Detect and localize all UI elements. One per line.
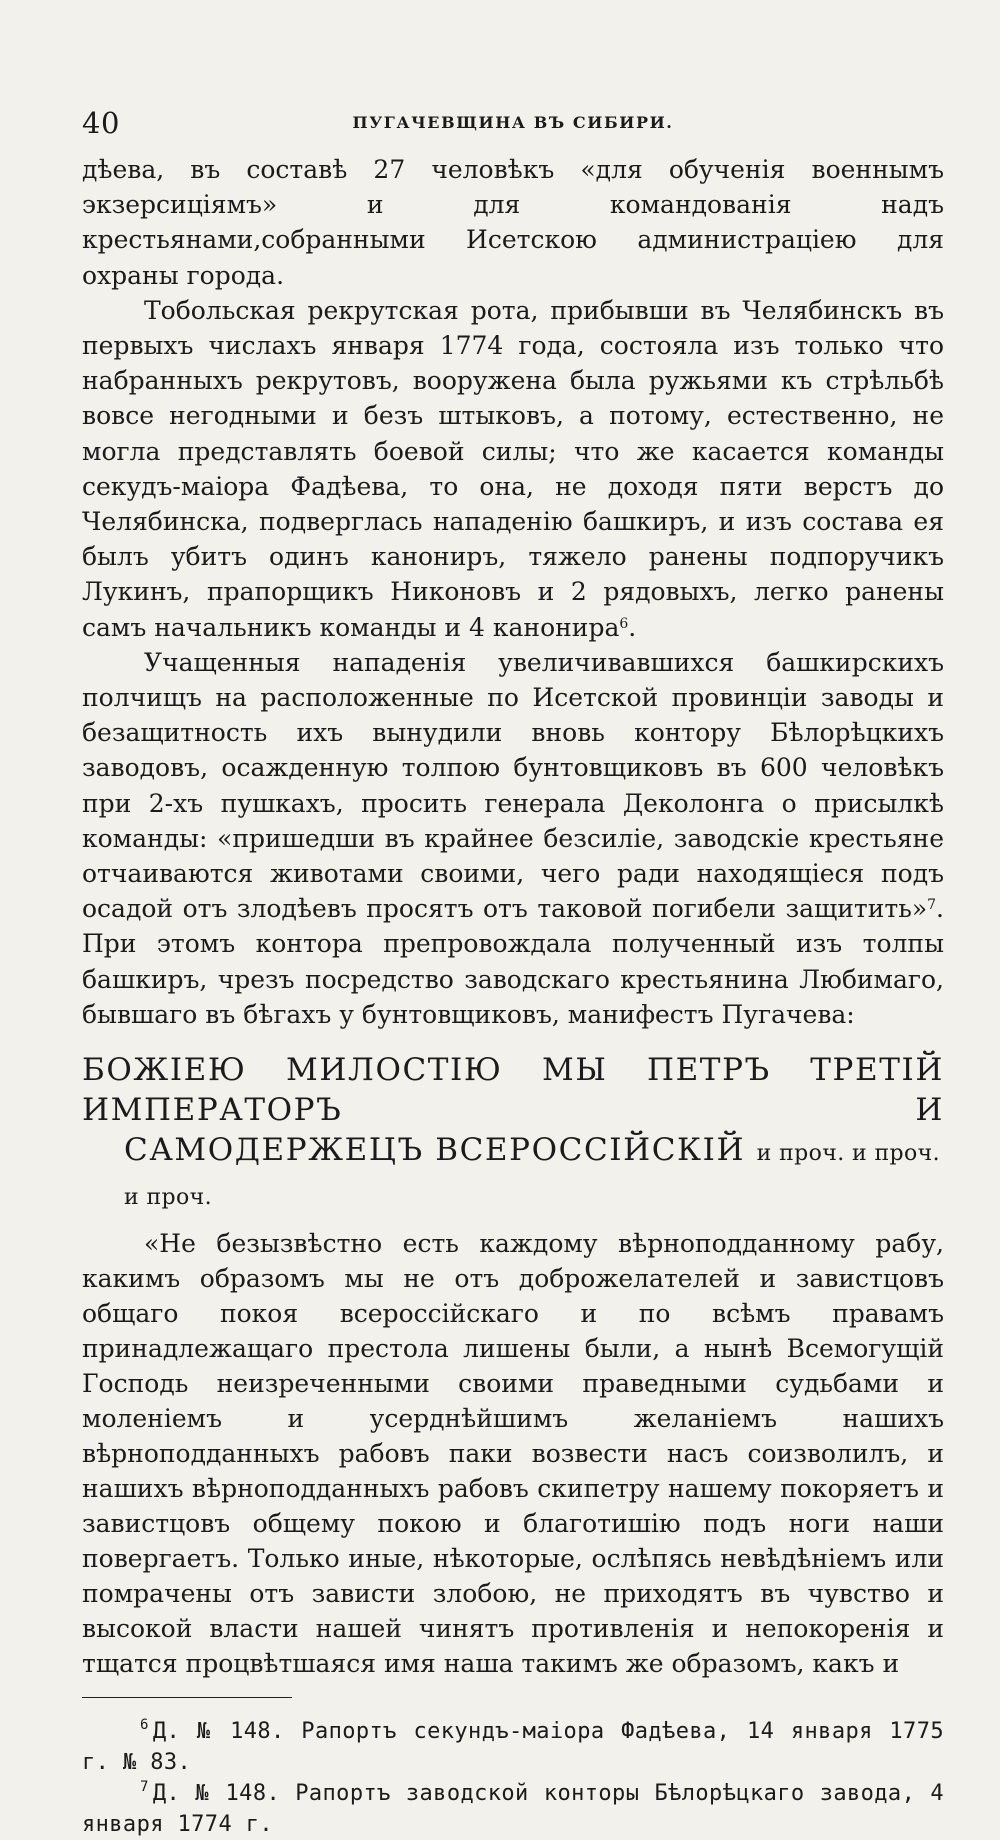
manifesto-heading-tail: и проч. и проч. и проч. xyxy=(124,1141,940,1211)
paragraph-text: Тобольская рекрутская рота, прибывши въ Челябинскъ въ первыхъ числахъ января 1774 года, состояла изъ только что набранныхъ рекрутовъ, вооружена была ружьями къ стрѣльбѣ вовсе негодными и безъ штыковъ, а потому, естественно, не могла представлять боевой силы; что же касается команды секудъ-маіора Фадѣева, то она, не доходя пяти верстъ до Челябинска, подверглась нападенію башкиръ, и изъ состава ея былъ убитъ одинъ канониръ, тяжело ранены подпоручикъ Лукинъ, прапорщикъ Никоновъ и 2 рядовыхъ, легко ранены самъ начальникъ команды и 4 канонира xyxy=(82,295,944,642)
running-title: ПУГАЧЕВЩИНА ВЪ СИБИРИ. xyxy=(352,113,674,132)
page-header xyxy=(82,90,944,144)
manifesto-text: «Не безызвѣстно есть каждому вѣрноподданному рабу, какимъ образомъ мы не отъ доброжелателей и завистцовъ общаго покоя всероссійскаго и по всѣмъ правамъ принадлежащаго престола лишены были, а нынѣ Всемогущій Господь неизреченными своими праведными судьбами и моленіемъ и усерднѣйшимъ желаніемъ нашихъ вѣрноподданныхъ рабовъ паки возвести насъ соизволилъ, и нашихъ вѣрноподданныхъ рабовъ скипетру нашему покоряетъ и завистцовъ общему покою и благотишію подъ ноги наши повергаетъ. Только иные, нѣкоторые, ослѣпясь невѣдѣніемъ или помрачены отъ зависти злобою, не приходятъ въ чувство и высокой власти нашей чинятъ противленія и непокоренія и тщатся процвѣтшаяся имя наша такимъ же образомъ, какъ и xyxy=(82,1229,944,1679)
manifesto-heading xyxy=(82,1050,944,1218)
footnote-text: Д. № 148. Рапортъ заводской конторы Бѣлорѣцкаго завода, 4 января 1774 г. xyxy=(82,1781,944,1838)
body-text xyxy=(82,152,944,1681)
manifesto-heading-line-2 xyxy=(82,1130,944,1218)
manifesto-heading-line-1: БОЖІЕЮ МИЛОСТІЮ МЫ ПЕТРЪ ТРЕТІЙ ИМПЕРАТОРЪ И xyxy=(82,1052,944,1129)
paragraph-beloretsk-factories xyxy=(82,645,944,1032)
manifesto-heading-title: САМОДЕРЖЕЦЪ ВСЕРОССІЙСКІЙ xyxy=(124,1132,746,1169)
paragraph-continuation xyxy=(82,152,944,293)
footnote-mark: 6 xyxy=(140,1717,149,1734)
footnote-item xyxy=(82,1778,944,1840)
footnote-reference: 6 xyxy=(619,615,629,632)
footnote-reference: 7 xyxy=(927,897,937,914)
footnote-mark: 7 xyxy=(140,1779,149,1796)
paragraph-tobolsk-company xyxy=(82,293,944,645)
paragraph-text: Учащенныя нападенія увеличивавшихся башкирскихъ полчищъ на расположенные по Исетской провинціи заводы и безащитность ихъ вынудили вновь контору Бѣлорѣцкихъ заводовъ, осажденную толпою бунтовщиковъ въ 600 человѣкъ при 2-хъ пушкахъ, просить генерала Деколонга о присылкѣ команды: «пришедши въ крайнее безсиліе, заводскіе крестьяне отчаиваются животами своими, чего ради находящіеся подъ осадой отъ злодѣевъ просятъ отъ таковой погибели защитить» xyxy=(82,647,944,924)
paragraph-text: дѣева, въ составѣ 27 человѣкъ «для обученія военнымъ экзерсиціямъ» и для командованія надъ крестьянами,собранными Исетскою администраціею для охраны города. xyxy=(82,155,944,290)
footnote-divider xyxy=(82,1697,292,1698)
paragraph-tail: . При этомъ контора препровождала полученный изъ толпы башкиръ, чрезъ посредство заводскаго крестьянина Любимаго, бывшаго въ бѣгахъ у бунтовщиковъ, манифестъ Пугачева: xyxy=(82,894,944,1029)
footnote-text: Д. № 148. Рапортъ секундъ-маіора Фадѣева, 14 января 1775 г. № 83. xyxy=(82,1719,944,1776)
page-number: 40 xyxy=(82,106,120,140)
footnote-item xyxy=(82,1716,944,1778)
footnotes xyxy=(82,1716,944,1840)
paragraph-tail: . xyxy=(628,612,637,642)
